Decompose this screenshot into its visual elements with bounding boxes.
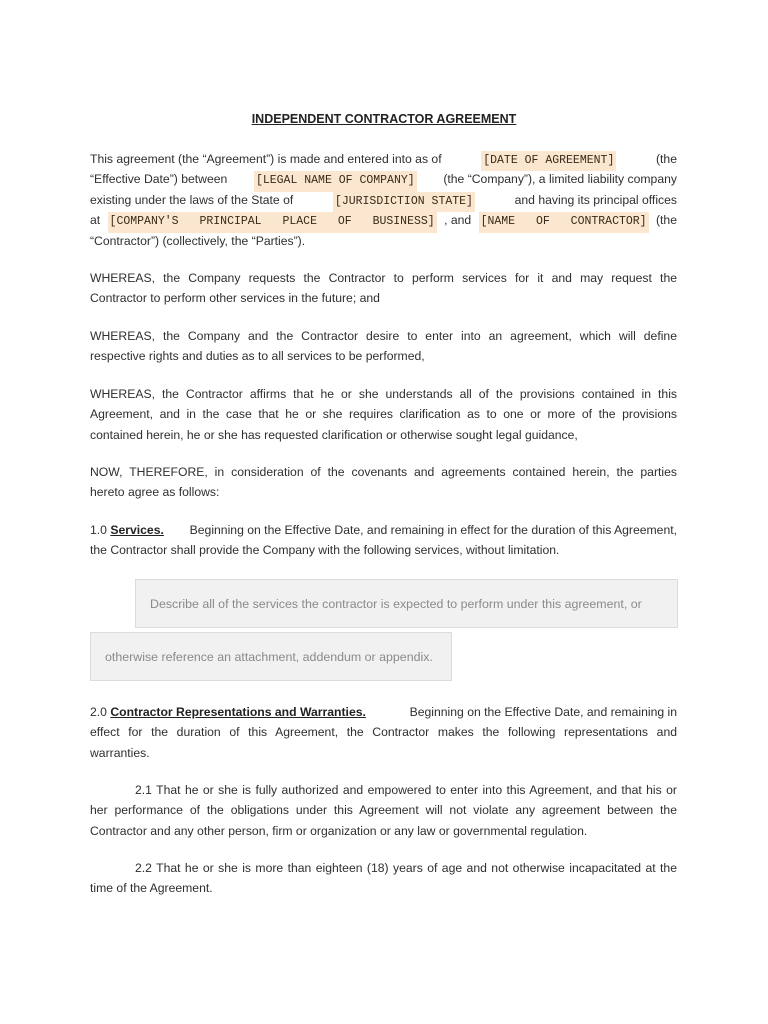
text: time of the Agreement. bbox=[90, 881, 213, 896]
intro-text: at bbox=[90, 213, 101, 228]
whereas-paragraph-3 bbox=[90, 384, 677, 445]
text: respective rights and duties as to all services to be performed, bbox=[90, 349, 425, 364]
text: her performance of the obligations under this Agreement will not violate any agreement between the bbox=[90, 803, 677, 818]
section-number: 2.0 bbox=[90, 705, 107, 719]
section-heading-services: Services. bbox=[110, 523, 164, 537]
intro-text: “Effective Date”) between bbox=[90, 172, 228, 187]
text: Contractor to perform other services in the future; and bbox=[90, 291, 380, 306]
intro-text: (the bbox=[655, 213, 677, 228]
placeholder-company-principal-place[interactable]: [COMPANY'S PRINCIPAL PLACE OF BUSINESS] bbox=[108, 212, 437, 232]
section2-line-3 bbox=[90, 743, 677, 763]
placeholder-date-of-agreement[interactable]: [DATE OF AGREEMENT] bbox=[481, 151, 616, 171]
placeholder-legal-name-of-company[interactable]: [LEGAL NAME OF COMPANY] bbox=[254, 171, 417, 191]
section2-1-line-2 bbox=[90, 800, 677, 820]
services-box-text: Describe all of the services the contractor is expected to perform under this agreement, or bbox=[150, 596, 642, 611]
text: WHEREAS, the Contractor affirms that he or she understands all of the provisions contained in this bbox=[90, 387, 677, 401]
placeholder-jurisdiction-state[interactable]: [JURISDICTION STATE] bbox=[333, 192, 475, 212]
text: Contractor and any other person, firm or organization or any law or governmental regulation. bbox=[90, 823, 588, 838]
text: Beginning on the Effective Date, and remaining in effect for the duration of this Agreement, bbox=[189, 523, 677, 537]
section-2-1 bbox=[90, 780, 677, 841]
intro-paragraph bbox=[90, 149, 677, 251]
whereas3-line-1 bbox=[90, 384, 677, 404]
section-number: 1.0 bbox=[90, 523, 107, 537]
text: hereto agree as follows: bbox=[90, 485, 220, 500]
intro-line-2 bbox=[90, 169, 677, 189]
text: 2.1 That he or she is fully authorized and empowered to enter into this Agreement, and that his or bbox=[135, 783, 677, 797]
services-box-text: otherwise reference an attachment, addendum or appendix. bbox=[105, 649, 433, 664]
text: Agreement, and in the case that he or she requires clarification as to one or more of the provisions bbox=[90, 407, 677, 422]
whereas-paragraph-2 bbox=[90, 326, 677, 367]
now-therefore-paragraph bbox=[90, 462, 677, 503]
text: contained herein, he or she has requested clarification or otherwise sought legal guidance, bbox=[90, 427, 578, 442]
intro-line-5 bbox=[90, 231, 677, 251]
intro-text: “Contractor”) (collectively, the “Parties”). bbox=[90, 233, 306, 248]
intro-line-3 bbox=[90, 190, 677, 210]
intro-text: and having its principal offices bbox=[514, 192, 677, 207]
intro-text: (the “Company”), a limited liability company bbox=[443, 172, 677, 187]
whereas1-line-2 bbox=[90, 288, 677, 308]
intro-text: This agreement (the “Agreement”) is made and entered into as of bbox=[90, 152, 442, 166]
section-2-2 bbox=[90, 858, 677, 899]
intro-line-4 bbox=[90, 210, 677, 230]
services-description-box-continued[interactable] bbox=[90, 632, 452, 681]
section1-line-1 bbox=[90, 520, 677, 540]
text: effect for the duration of this Agreement, the Contractor makes the following representations and bbox=[90, 725, 677, 740]
intro-line-1 bbox=[90, 149, 677, 169]
whereas1-line-1 bbox=[90, 268, 677, 288]
now-line-2 bbox=[90, 482, 677, 502]
section-services bbox=[90, 520, 677, 561]
text: Beginning on the Effective Date, and remaining in bbox=[409, 705, 677, 719]
section2-2-line-1 bbox=[90, 858, 677, 878]
whereas-paragraph-1 bbox=[90, 268, 677, 309]
placeholder-name-of-contractor[interactable]: [NAME OF CONTRACTOR] bbox=[479, 212, 649, 232]
section2-line-2 bbox=[90, 722, 677, 742]
whereas2-line-1 bbox=[90, 326, 677, 346]
section1-lead bbox=[90, 520, 164, 540]
intro-text: existing under the laws of the State of bbox=[90, 192, 294, 207]
section2-1-line-1 bbox=[90, 780, 677, 800]
text: the Contractor shall provide the Company with the following services, without limitation. bbox=[90, 543, 560, 558]
text: 2.2 That he or she is more than eighteen (18) years of age and not otherwise incapacitated at the bbox=[135, 861, 677, 875]
whereas3-line-3 bbox=[90, 425, 677, 445]
services-description-box[interactable] bbox=[135, 579, 678, 628]
text: warranties. bbox=[90, 745, 150, 760]
text: WHEREAS, the Company and the Contractor desire to enter into an agreement, which will define bbox=[90, 329, 677, 343]
document-title: INDEPENDENT CONTRACTOR AGREEMENT bbox=[251, 112, 517, 126]
whereas3-line-2 bbox=[90, 404, 677, 424]
section-representations bbox=[90, 702, 677, 763]
text: WHEREAS, the Company requests the Contractor to perform services for it and may request the bbox=[90, 271, 677, 285]
text: NOW, THEREFORE, in consideration of the covenants and agreements contained herein, the parties bbox=[90, 465, 677, 479]
section2-line-1 bbox=[90, 702, 677, 722]
section2-2-line-2 bbox=[90, 878, 677, 898]
section-heading-representations: Contractor Representations and Warranties. bbox=[110, 705, 366, 719]
now-line-1 bbox=[90, 462, 677, 482]
section1-line-2 bbox=[90, 540, 677, 560]
section2-1-line-3 bbox=[90, 821, 677, 841]
intro-text: (the bbox=[655, 152, 677, 166]
whereas2-line-2 bbox=[90, 346, 677, 366]
section2-lead bbox=[90, 702, 366, 722]
intro-text: , and bbox=[444, 213, 472, 228]
